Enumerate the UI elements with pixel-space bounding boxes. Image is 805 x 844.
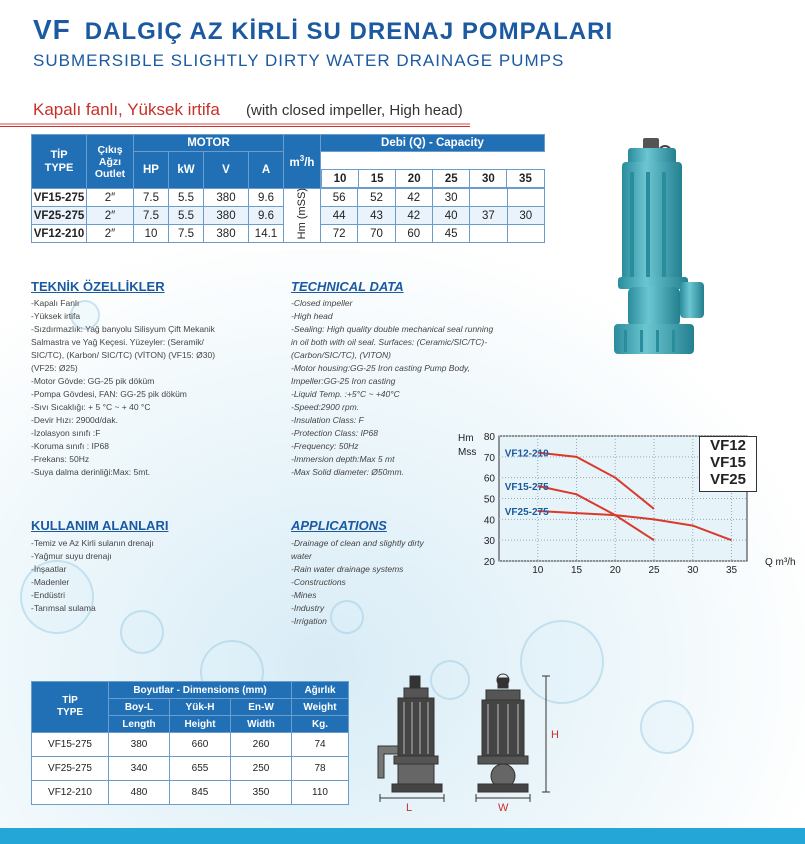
cell-type: VF12-210 [32,781,109,805]
list-item: -Temiz ve Az Kirli sulanın drenajı [31,538,154,548]
list-item: -Constructions [291,577,346,587]
series-code: VF [33,14,71,45]
teknik-list [31,297,281,479]
cell-head: 72 [321,225,358,243]
cell-length: 380 [109,733,170,757]
cell-type: VF25-275 [32,757,109,781]
list-item: SIC/TC), (Karbon/ SIC/TC) (VİTON) (VF15: Ø30) [31,350,216,360]
header-outlet: Çıkış Ağzı Outlet [87,135,134,189]
capacity-tick: 20 [396,170,433,188]
list-item: -Drainage of clean and slightly dirty [291,538,424,548]
cell-head: 60 [395,225,432,243]
y-axis-label: Hm [458,433,474,444]
dimension-drawing [368,668,568,813]
cell-head: 56 [321,189,358,207]
list-item: -Motor housing:GG-25 Iron casting Pump Body, [291,363,470,373]
list-item: -Sealing: High quality double mechanical seal running [291,324,494,334]
cell-height: 655 [170,757,231,781]
legend-model: VF25 [710,471,746,488]
applications-title: APPLICATIONS [291,518,387,533]
list-item: -Sıvı Sıcaklığı: + 5 °C ~ + 40 °C [31,402,151,412]
x-tick-label: 20 [609,565,621,576]
list-item: water [291,551,312,561]
list-item: -Yüksek irtifa [31,311,81,321]
header-yuk: Yük-H [170,699,231,716]
header-dimensions: Boyutlar - Dimensions (mm) [109,682,292,699]
footer-bar [0,828,805,844]
capacity-tick: 30 [470,170,507,188]
header-m3h: $m^3/h$ [284,135,321,189]
cell-v: 380 [204,207,249,225]
list-item: -High head [291,311,333,321]
bubble-decoration [640,700,694,754]
list-item: -Industry [291,603,325,613]
header-motor: MOTOR [134,135,284,152]
header-kg: Kg. [292,716,349,733]
cell-head: 40 [432,207,469,225]
series-label: VF12-210 [504,448,549,460]
list-item: -Sızdırmazlık: Yağ banyolu Silisyum Çift Mekanik [31,324,215,334]
kullanim-title: KULLANIM ALANLARI [31,518,169,533]
x-tick-label: 15 [570,565,583,576]
cell-weight: 110 [292,781,349,805]
cell-weight: 78 [292,757,349,781]
list-item: -Irrigation [291,616,327,626]
divider [0,126,470,127]
list-item: -Mines [291,590,317,600]
cell-hm-label: Hm (mSS) [284,189,321,243]
cell-hp: 10 [134,225,169,243]
list-item: -Speed:2900 rpm. [291,402,360,412]
model-legend-box [699,436,757,492]
divider [0,123,470,125]
header-type: TİP TYPE [32,135,87,189]
kullanim-list [31,537,271,615]
list-item: -Immersion depth:Max 5 mt [291,454,395,464]
table-row [32,757,349,781]
header-kw: kW [169,152,204,189]
page-title [33,14,613,46]
header-width: Width [231,716,292,733]
header-height: Height [170,716,231,733]
cell-width: 260 [231,733,292,757]
capacity-tick: 35 [507,170,544,188]
cell-type: VF12-210 [32,225,87,243]
header-length: Length [109,716,170,733]
capacity-subheader [321,152,545,189]
cell-head: 52 [358,189,395,207]
header-type: TİP TYPE [32,682,109,733]
dim-label-l: L [406,802,413,814]
list-item: -Closed impeller [291,298,353,308]
pump-photo [588,132,718,370]
page-subtitle-en: SUBMERSIBLE SLIGHTLY DIRTY WATER DRAINAGE PUMPS [33,51,565,70]
cell-a: 9.6 [249,207,284,225]
cell-length: 340 [109,757,170,781]
cell-width: 350 [231,781,292,805]
cell-head [470,189,507,207]
legend-model: VF15 [710,454,746,471]
list-item: -Liquid Temp. :+5°C ~ +40°C [291,389,400,399]
table-row [32,189,545,207]
table-row [32,781,349,805]
cell-length: 480 [109,781,170,805]
y-axis-label: Mss [458,447,477,458]
header-a: A [249,152,284,189]
list-item: -İnşaatlar [31,564,67,574]
teknik-title: TEKNİK ÖZELLİKLER [31,279,165,294]
cell-head: 43 [358,207,395,225]
cell-head [507,189,544,207]
list-item: -Pompa Gövdesi, FAN: GG-25 pik döküm [31,389,187,399]
y-tick-label: 40 [483,515,495,527]
header-weight: Weight [292,699,349,716]
dim-label-w: W [498,802,509,814]
spec-table [31,134,545,243]
title-tr: DALGIÇ AZ KİRLİ SU DRENAJ POMPALARI [84,18,614,45]
cell-head: 42 [395,189,432,207]
cell-kw: 5.5 [169,189,204,207]
list-item: -Protection Class: IP68 [291,428,378,438]
y-tick-label: 60 [483,473,495,485]
variant-title-tr: Kapalı fanlı, Yüksek irtifa [33,100,220,119]
capacity-tick: 25 [433,170,470,188]
capacity-tick: 10 [322,170,359,188]
cell-a: 9.6 [249,189,284,207]
list-item: -Tarımsal sulama [31,603,96,613]
x-tick-label: 10 [532,565,544,576]
x-tick-label: 25 [648,565,660,576]
cell-hp: 7.5 [134,207,169,225]
list-item: -Rain water drainage systems [291,564,404,574]
list-item: -Kapalı Fanlı [31,298,80,308]
list-item: -İzolasyon sınıfı :F [31,428,101,438]
cell-height: 660 [170,733,231,757]
list-item: -Madenler [31,577,70,587]
technical-title: TECHNICAL DATA [291,279,404,294]
list-item: -Insulation Class: F [291,415,364,425]
cell-outlet: 2″ [87,189,134,207]
series-label: VF25-275 [504,507,549,518]
cell-kw: 7.5 [169,225,204,243]
table-row [32,733,349,757]
dim-label-h: H [551,729,559,741]
x-tick-label: 30 [687,565,699,576]
y-tick-label: 70 [483,452,495,464]
variant-title-en: (with closed impeller, High head) [246,102,463,119]
cell-head [507,225,544,243]
cell-head: 44 [321,207,358,225]
dimensions-table [31,681,349,805]
series-label: VF15-275 [504,482,549,493]
cell-v: 380 [204,189,249,207]
list-item: -Frekans: 50Hz [31,454,90,464]
header-v: V [204,152,249,189]
header-weight-tr: Ağırlık [292,682,349,699]
cell-v: 380 [204,225,249,243]
bubble-decoration [120,610,164,654]
list-item: in oil both with oil seal. Surfaces: (Ceramic/SIC/TC)- [291,337,488,347]
list-item: -Endüstri [31,590,66,600]
cell-hp: 7.5 [134,189,169,207]
list-item: (Carbon/SIC/TC), (VITON) [291,350,391,360]
cell-a: 14.1 [249,225,284,243]
cell-head: 42 [395,207,432,225]
cell-type: VF15-275 [32,189,87,207]
list-item: (VF25: Ø25) [31,363,78,373]
cell-weight: 74 [292,733,349,757]
list-item: Impeller:GG-25 Iron casting [291,376,396,386]
header-en: En-W [231,699,292,716]
cell-kw: 5.5 [169,207,204,225]
cell-head: 70 [358,225,395,243]
list-item: -Suya dalma derinliği:Max: 5mt. [31,467,151,477]
cell-outlet: 2″ [87,207,134,225]
cell-head: 30 [507,207,544,225]
header-hp: HP [134,152,169,189]
cell-head: 30 [432,189,469,207]
x-tick-label: 35 [725,565,738,576]
x-axis-label: Q m³/h [765,557,796,568]
cell-head: 37 [470,207,507,225]
y-tick-label: 50 [483,494,495,506]
y-tick-label: 20 [483,557,495,568]
list-item: -Motor Gövde: GG-25 pik döküm [31,376,155,386]
cell-height: 845 [170,781,231,805]
cell-type: VF25-275 [32,207,87,225]
list-item: -Frequency: 50Hz [291,441,359,451]
list-item: -Devir Hızı: 2900d/dak. [31,415,118,425]
cell-type: VF15-275 [32,733,109,757]
cell-outlet: 2″ [87,225,134,243]
capacity-tick: 15 [359,170,396,188]
cell-head: 45 [432,225,469,243]
legend-model: VF12 [710,437,746,454]
list-item: -Max Solid diameter: Ø50mm. [291,467,404,477]
header-capacity: Debi (Q) - Capacity [321,135,545,152]
list-item: -Yağmur suyu drenajı [31,551,112,561]
y-tick-label: 80 [483,432,495,443]
cell-head [470,225,507,243]
list-item: -Koruma sınıfı : IP68 [31,441,109,451]
header-boy: Boy-L [109,699,170,716]
cell-width: 250 [231,757,292,781]
list-item: Salmastra ve Yağ Keçesi. Yüzeyler: (Seramik/ [31,337,204,347]
y-tick-label: 30 [483,536,495,548]
